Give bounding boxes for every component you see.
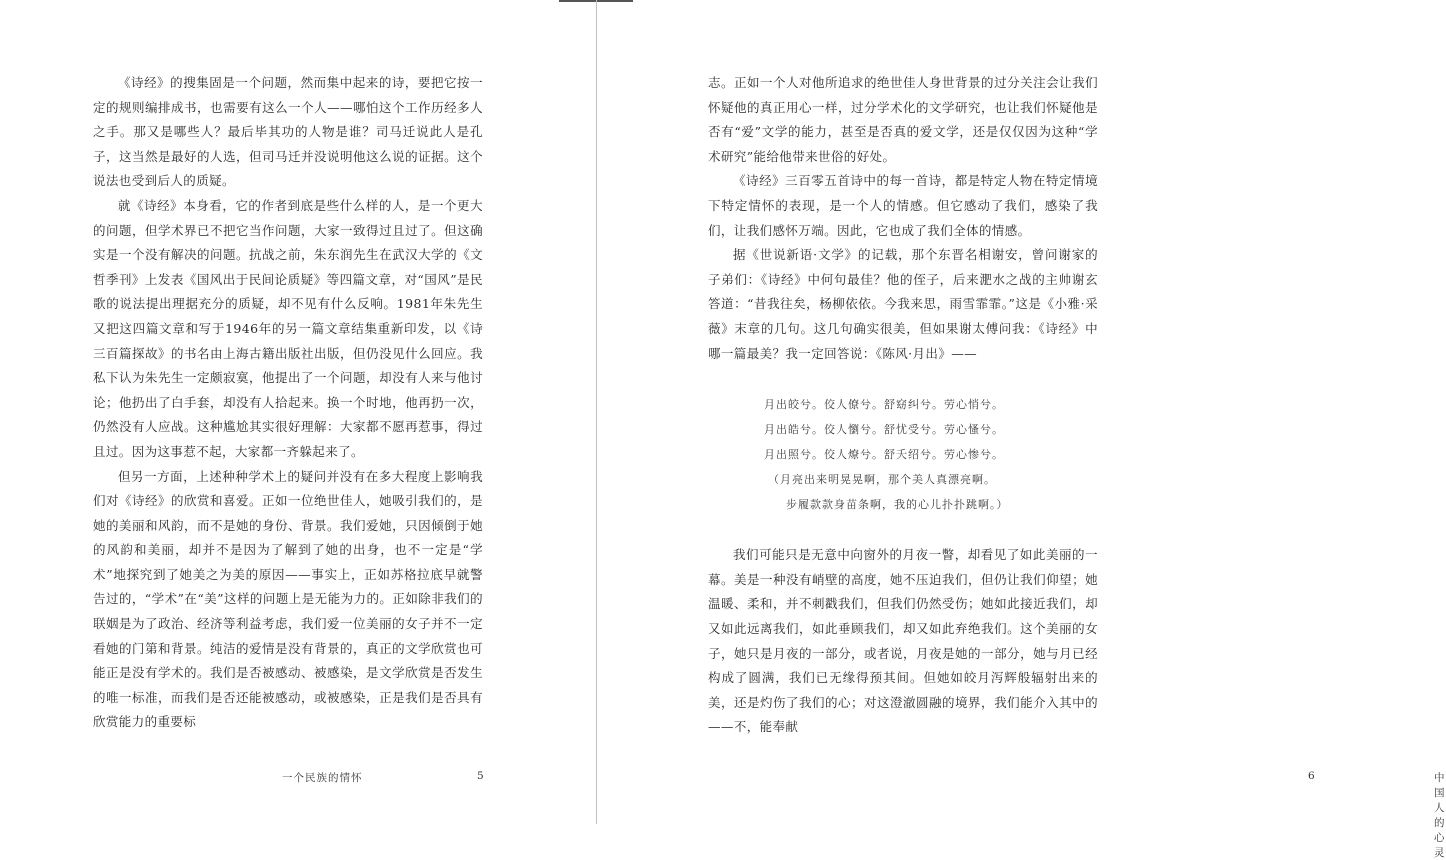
paragraph: 但另一方面，上述种种学术上的疑问并没有在多大程度上影响我们对《诗经》的欣赏和喜爱。正如一位绝世佳人，她吸引我们的，是她的美丽和风韵，而不是她的身份、背景。我们爱她，只因倾倒于她的风韵和美丽，却并不是因为了解到了她的出身，也不一定是“学术”地探究到了她美之为美的原因——事实上，正如苏格拉底早就警告过的，“学术”在“美”这样的问题上是无能为力的。正如除非我们的联姻是为了政治、经济等利益考虑，我们爱一位美丽的女子并不一定看她的门第和背景。纯洁的爱情是没有背景的，真正的文学欣赏也可能正是没有学术的。我们是否被感动、被感染，是文学欣赏是否发生的唯一标准，而我们是否还能被感动，或被感染，正是我们是否具有欣赏能力的重要标 xyxy=(93,468,483,730)
poem-translation-line: 步履款款身苗条啊，我的心儿扑扑跳啊。） xyxy=(786,498,1009,512)
running-footer-title: 一个民族的情怀 xyxy=(282,772,363,784)
page-number: 5 xyxy=(477,770,484,782)
poem-translation-line: （月亮出来明晃晃啊，那个美人真漂亮啊。 xyxy=(768,473,996,487)
poem-line: 月出照兮。佼人燎兮。舒夭绍兮。劳心惨兮。 xyxy=(764,448,1004,462)
running-footer-title: 中国人的心灵 xyxy=(1434,772,1446,859)
paragraph: 《诗经》三百零五首诗中的每一首诗，都是特定人物在特定情境下特定情怀的表现，是一个人的情感。但它感动了我们，感染了我们，让我们感怀万端。因此，它也成了我们全体的情感。 xyxy=(708,173,1098,238)
paragraph: 《诗经》的搜集固是一个问题，然而集中起来的诗，要把它按一定的规则编排成书，也需要有这么一个人——哪怕这个工作历经多人之手。那又是哪些人？最后毕其功的人物是谁？司马迁说此人是孔子，这当然是最好的人选，但司马迁并没说明他这么说的证据。这个说法也受到后人的质疑。 xyxy=(93,75,483,189)
paragraph: 据《世说新语·文学》的记载，那个东晋名相谢安，曾问谢家的子弟们：《诗经》中何句最佳？他的侄子，后来淝水之战的主帅谢玄答道：“昔我往矣，杨柳依依。今我来思，雨雪霏霏。”这是《小雅·采薇》末章的几句。这几句确实很美，但如果谢太傅问我：《诗经》中哪一篇最美？我一定回答说：《陈风·月出》—— xyxy=(708,247,1098,361)
right-page-body xyxy=(708,71,1098,740)
left-page xyxy=(0,0,596,824)
paragraph: 就《诗经》本身看，它的作者到底是些什么样的人，是一个更大的问题，但学术界已不把它当作问题，大家一致得过且过了。但这确实是一个没有解决的问题。抗战之前，朱东润先生在武汉大学的《文哲季刊》上发表《国风出于民间论质疑》等四篇文章，对“国风”是民歌的说法提出理据充分的质疑，却不见有什么反响。1981年朱先生又把这四篇文章和写于1946年的另一篇文章结集重新印发，以《诗三百篇探故》的书名由上海古籍出版社出版，但仍没见什么回应。我私下认为朱先生一定颇寂寞，他提出了一个问题，却没有人来与他讨论；他扔出了白手套，却没有人拾起来。换一个时地，他再扔一次，仍然没有人应战。这种尴尬其实很好理解：大家都不愿再惹事，得过且过。因为这事惹不起，大家都一齐躲起来了。 xyxy=(93,197,483,459)
poem-line: 月出皎兮。佼人僚兮。舒窈纠兮。劳心悄兮。 xyxy=(764,398,1004,412)
paragraph: 我们可能只是无意中向窗外的月夜一瞥，却看见了如此美丽的一幕。美是一种没有峭壁的高度，她不压迫我们，但仍让我们仰望；她温暖、柔和，并不刺戳我们，但我们仍然受伤；她如此接近我们，却又如此远离我们，如此垂顾我们，却又如此弃绝我们。这个美丽的女子，她只是月夜的一部分，或者说，月夜是她的一部分，她与月已经构成了圆满，我们已无缘得预其间。但她如皎月泻辉般辐射出来的美，还是灼伤了我们的心；对这澄澈圆融的境界，我们能介入其中的——不，能奉献 xyxy=(708,547,1098,735)
poem-line: 月出皓兮。佼人懰兮。舒忧受兮。劳心慅兮。 xyxy=(764,423,1004,437)
left-page-body xyxy=(93,71,483,735)
paragraph-continued: 志。正如一个人对他所追求的绝世佳人身世背景的过分关注会让我们怀疑他的真正用心一样，过分学术化的文学研究，也让我们怀疑他是否有“爱”文学的能力，甚至是否真的爱文学，还是仅仅因为这种“学术研究”能给他带来世俗的好处。 xyxy=(708,75,1098,164)
page-number: 6 xyxy=(1308,770,1315,782)
poem-block xyxy=(708,392,1098,517)
right-page xyxy=(597,0,1446,859)
